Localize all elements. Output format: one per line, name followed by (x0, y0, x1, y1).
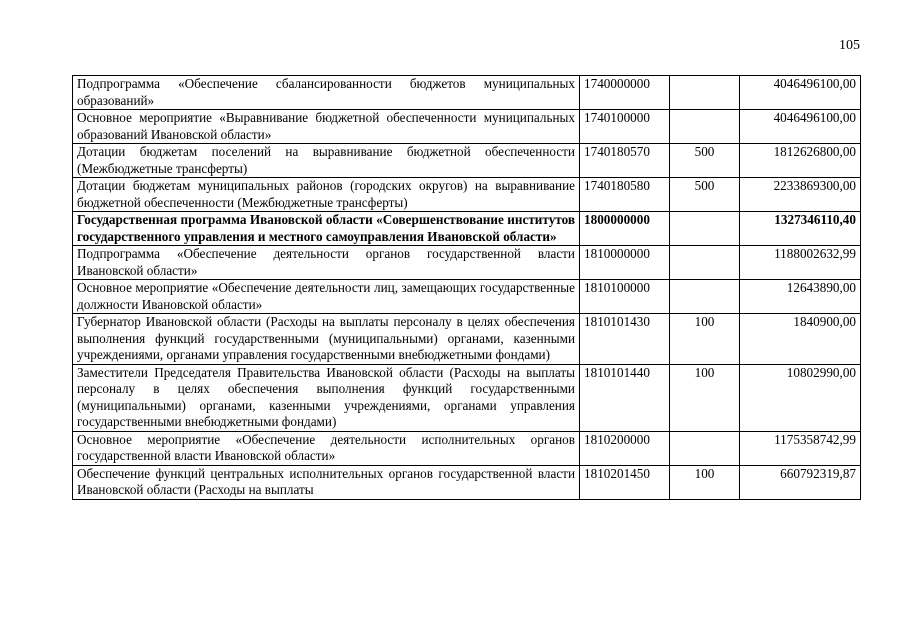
row-name-cell: Заместители Председателя Правительства Ивановской области (Расходы на выплаты персоналу в целях обеспечения выполнения функций государственными (муниципальными) органами, казенными учреждениями, органами управления государственными внебюджетными фондами) (73, 364, 580, 431)
row-code-cell: 1810100000 (580, 280, 670, 314)
table-row (73, 76, 861, 110)
row-amount-cell: 4046496100,00 (740, 110, 861, 144)
row-amount-cell: 660792319,87 (740, 465, 861, 499)
row-amount-cell: 1327346110,40 (740, 212, 861, 246)
row-expense-type-cell (670, 76, 740, 110)
row-name-cell: Государственная программа Ивановской области «Совершенствование институтов государственного управления и местного самоуправления Ивановской области» (73, 212, 580, 246)
row-name-cell: Основное мероприятие «Выравнивание бюджетной обеспеченности муниципальных образований Ивановской области» (73, 110, 580, 144)
table-row (73, 110, 861, 144)
row-name-cell: Дотации бюджетам поселений на выравнивание бюджетной обеспеченности (Межбюджетные трансферты) (73, 144, 580, 178)
row-name-cell: Подпрограмма «Обеспечение деятельности органов государственной власти Ивановской области» (73, 246, 580, 280)
table-row (73, 431, 861, 465)
row-amount-cell: 1188002632,99 (740, 246, 861, 280)
row-name-cell: Дотации бюджетам муниципальных районов (городских округов) на выравнивание бюджетной обеспеченности (Межбюджетные трансферты) (73, 178, 580, 212)
row-amount-cell: 1840900,00 (740, 314, 861, 365)
row-expense-type-cell: 100 (670, 314, 740, 365)
budget-table (72, 75, 861, 500)
row-code-cell: 1740000000 (580, 76, 670, 110)
row-expense-type-cell (670, 280, 740, 314)
row-code-cell: 1810200000 (580, 431, 670, 465)
row-expense-type-cell: 500 (670, 178, 740, 212)
row-code-cell: 1810101440 (580, 364, 670, 431)
table-row (73, 178, 861, 212)
row-expense-type-cell: 500 (670, 144, 740, 178)
row-name-cell: Основное мероприятие «Обеспечение деятельности исполнительных органов государственной власти Ивановской области» (73, 431, 580, 465)
table-row (73, 212, 861, 246)
table-row (73, 364, 861, 431)
table-row (73, 280, 861, 314)
table-row (73, 144, 861, 178)
row-amount-cell: 1175358742,99 (740, 431, 861, 465)
row-code-cell: 1740180570 (580, 144, 670, 178)
row-expense-type-cell (670, 246, 740, 280)
page-number: 105 (839, 38, 860, 53)
row-amount-cell: 12643890,00 (740, 280, 861, 314)
row-expense-type-cell (670, 110, 740, 144)
row-expense-type-cell: 100 (670, 364, 740, 431)
budget-table-body (73, 76, 861, 500)
row-code-cell: 1810101430 (580, 314, 670, 365)
row-expense-type-cell: 100 (670, 465, 740, 499)
row-name-cell: Основное мероприятие «Обеспечение деятельности лиц, замещающих государственные должности Ивановской области» (73, 280, 580, 314)
row-name-cell: Губернатор Ивановской области (Расходы на выплаты персоналу в целях обеспечения выполнения функций государственными (муниципальными) органами, казенными учреждениями, органами управления государственными внебюджетными фондами) (73, 314, 580, 365)
row-amount-cell: 4046496100,00 (740, 76, 861, 110)
row-code-cell: 1800000000 (580, 212, 670, 246)
row-name-cell: Подпрограмма «Обеспечение сбалансированности бюджетов муниципальных образований» (73, 76, 580, 110)
table-row (73, 314, 861, 365)
table-row (73, 465, 861, 499)
table-row (73, 246, 861, 280)
row-code-cell: 1740100000 (580, 110, 670, 144)
row-code-cell: 1740180580 (580, 178, 670, 212)
row-amount-cell: 1812626800,00 (740, 144, 861, 178)
row-code-cell: 1810000000 (580, 246, 670, 280)
row-name-cell: Обеспечение функций центральных исполнительных органов государственной власти Ивановской области (Расходы на выплаты (73, 465, 580, 499)
row-expense-type-cell (670, 212, 740, 246)
row-amount-cell: 2233869300,00 (740, 178, 861, 212)
row-expense-type-cell (670, 431, 740, 465)
row-amount-cell: 10802990,00 (740, 364, 861, 431)
row-code-cell: 1810201450 (580, 465, 670, 499)
